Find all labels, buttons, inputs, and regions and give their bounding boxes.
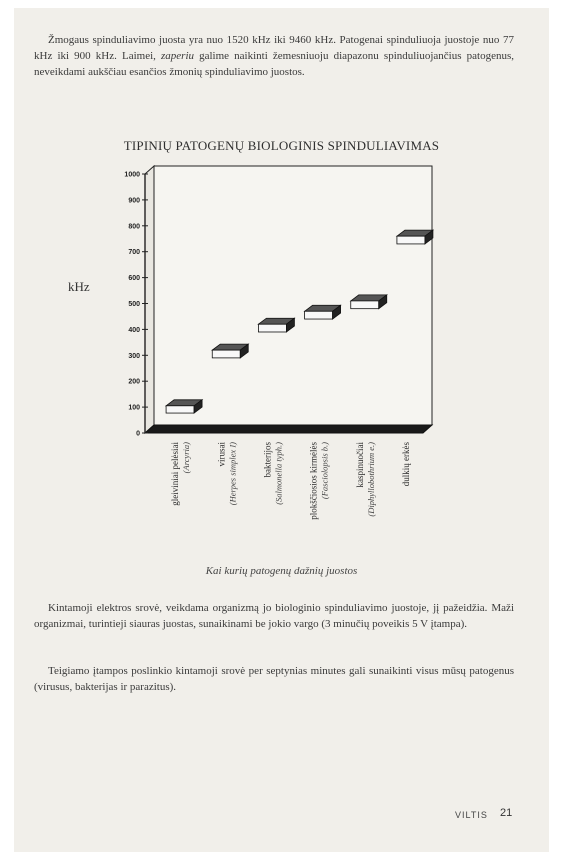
y-axis-unit-label: kHz xyxy=(68,279,90,294)
y-tick-label: 0 xyxy=(136,430,140,438)
frequency-bar xyxy=(305,311,333,319)
chart-floor xyxy=(145,425,432,433)
y-tick-label: 400 xyxy=(128,326,140,334)
category-label: plokščiosios kirmėlės xyxy=(308,442,319,520)
frequency-bar xyxy=(397,236,425,244)
chart-back-wall xyxy=(154,166,432,425)
category-example-label: (Arcyria) xyxy=(181,442,192,474)
paragraph-electric-current: Kintamoji elektros srovė, veikdama organizmą jo biologinio spinduliavimo juostoje, jį pažeidžia. Maži organizmai, turintieji siauras juostas, sunaikinami be jokio vargo (3 minučių poveikis 5 V įtampa). xyxy=(34,602,514,630)
category-label: bakterijos xyxy=(262,442,273,478)
y-tick-label: 600 xyxy=(128,275,140,283)
chart-side-wall xyxy=(145,166,154,433)
category-example-label: (Fasciolopsis b.) xyxy=(319,442,330,500)
frequency-bar xyxy=(212,350,240,358)
chart-title: TIPINIŲ PATOGENŲ BIOLOGINIS SPINDULIAVIMAS xyxy=(123,138,440,153)
frequency-bar xyxy=(258,324,286,332)
frequency-bar xyxy=(166,406,194,413)
category-label: gleiviniai pelėsiai xyxy=(170,442,181,506)
category-example-label: (Diphyllobothrium e.) xyxy=(365,442,376,517)
figure-caption: Kai kurių patogenų dažnių juostos xyxy=(205,565,358,577)
intro-text-segment: Žmogaus spinduliavimo juosta yra nuo 1520 kHz iki 9460 kHz. Patogenai spinduliuoja juostoje nuo 77 kHz iki 900 kHz. Laimei, xyxy=(34,34,514,62)
frequency-bar xyxy=(351,301,379,309)
category-label: kaspinuočiai xyxy=(354,442,365,488)
paragraph-positive-offset: Teigiamo įtampos poslinkio kintamoji srovė per septynias minutes gali sunaikinti visus mūsų patogenus (virusus, bakterijas ir parazitus). xyxy=(34,665,514,693)
intro-italic-term: zaperiu xyxy=(161,50,194,62)
intro-text-segment: galime naikinti žemesniuoju diapazonu spinduliuojančius patogenus, neveikdami aukščiau esančios žmonių spinduliavimo juostos. xyxy=(34,50,514,78)
footer-page-number: 21 xyxy=(500,807,513,819)
y-tick-label: 200 xyxy=(128,378,140,386)
y-tick-label: 500 xyxy=(128,301,140,308)
y-tick-label: 1000 xyxy=(124,171,140,179)
y-tick-label: 100 xyxy=(128,404,140,412)
y-tick-label: 900 xyxy=(128,197,140,205)
footer-magazine-name: VILTIS xyxy=(455,810,488,820)
category-example-label: (Herpes simplex I) xyxy=(227,442,238,506)
category-label: virusai xyxy=(216,442,227,467)
category-label: dulkių erkės xyxy=(400,442,411,487)
y-tick-label: 800 xyxy=(128,223,140,231)
y-tick-label: 300 xyxy=(128,352,140,360)
y-tick-label: 700 xyxy=(128,249,140,257)
category-example-label: (Salmonella typh.) xyxy=(273,442,284,505)
